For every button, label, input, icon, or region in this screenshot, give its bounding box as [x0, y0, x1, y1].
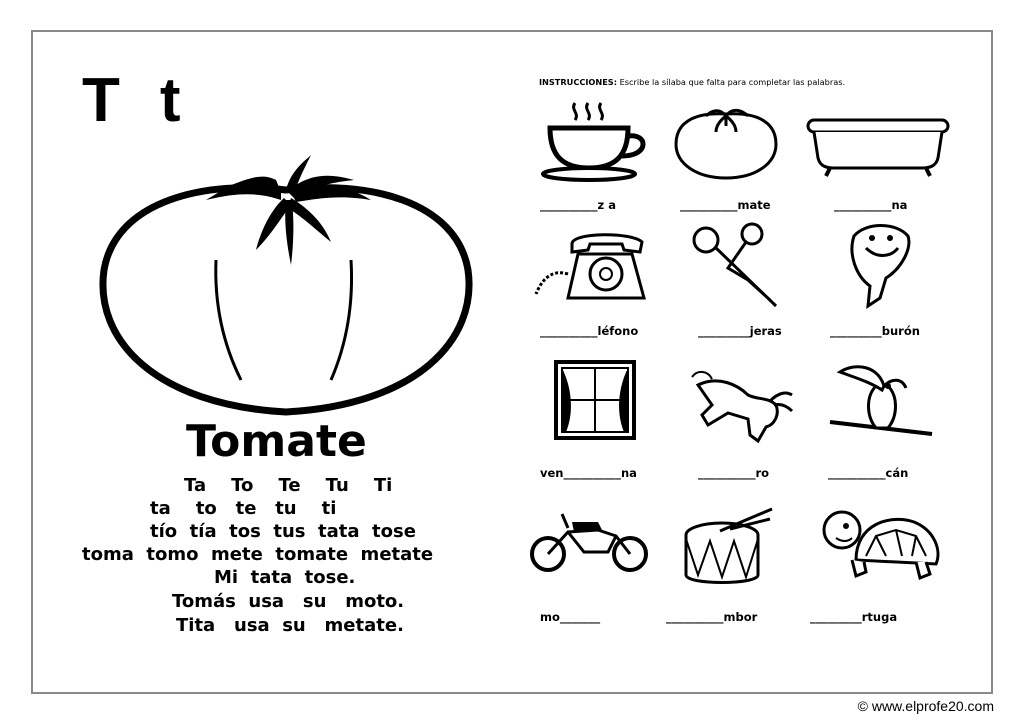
syllable-line-1: Ta To Te Tu Ti: [184, 475, 393, 496]
exercise-label-9: __________cán: [828, 466, 909, 480]
bathtub-icon: [804, 110, 952, 180]
instructions: [539, 77, 845, 87]
footer-credit: © www.elprofe20.com: [857, 698, 994, 714]
exercise-label-5: _________jeras: [698, 324, 782, 338]
scissors-icon: [688, 220, 782, 312]
syllable-line-7: Tita usa su metate.: [176, 615, 404, 636]
teacup-icon: [540, 98, 652, 184]
exercise-label-11: __________mbor: [666, 610, 758, 624]
motorcycle-icon: [528, 508, 652, 574]
shark-icon: [846, 218, 916, 310]
tomato-icon: [672, 102, 780, 182]
turtle-icon: [816, 500, 944, 586]
exercise-label-1: __________z a: [540, 198, 616, 212]
exercise-label-4: __________léfono: [540, 324, 639, 338]
letter-heading: [82, 66, 181, 136]
exercise-label-7: ven__________na: [540, 466, 637, 480]
syllable-line-3: tío tía tos tus tata tose: [150, 521, 416, 542]
main-word: Tomate: [186, 416, 367, 467]
window-icon: [552, 358, 638, 442]
toucan-icon: [826, 356, 936, 442]
exercise-label-12: _________rtuga: [810, 610, 898, 624]
drum-icon: [680, 505, 776, 591]
syllable-line-6: Tomás usa su moto.: [172, 591, 405, 612]
instructions-prefix: INSTRUCCIONES:: [539, 77, 617, 87]
exercise-label-10: mo_______: [540, 610, 601, 624]
exercise-label-3: __________na: [834, 198, 908, 212]
exercise-label-6: _________burón: [830, 324, 920, 338]
syllable-line-5: Mi tata tose.: [214, 567, 356, 588]
instructions-text: Escribe la sílaba que falta para completar las palabras.: [616, 77, 846, 87]
exercise-label-2: __________mate: [680, 198, 771, 212]
exercise-label-8: __________ro: [698, 466, 770, 480]
uppercase-letter: T: [82, 66, 120, 135]
tomato-illustration: [96, 150, 476, 420]
syllable-line-2: ta to te tu ti: [150, 498, 337, 519]
lowercase-letter: t: [159, 66, 181, 135]
syllable-line-4: toma tomo mete tomate metate: [82, 544, 434, 565]
bull-icon: [688, 355, 798, 450]
telephone-icon: [532, 224, 656, 312]
